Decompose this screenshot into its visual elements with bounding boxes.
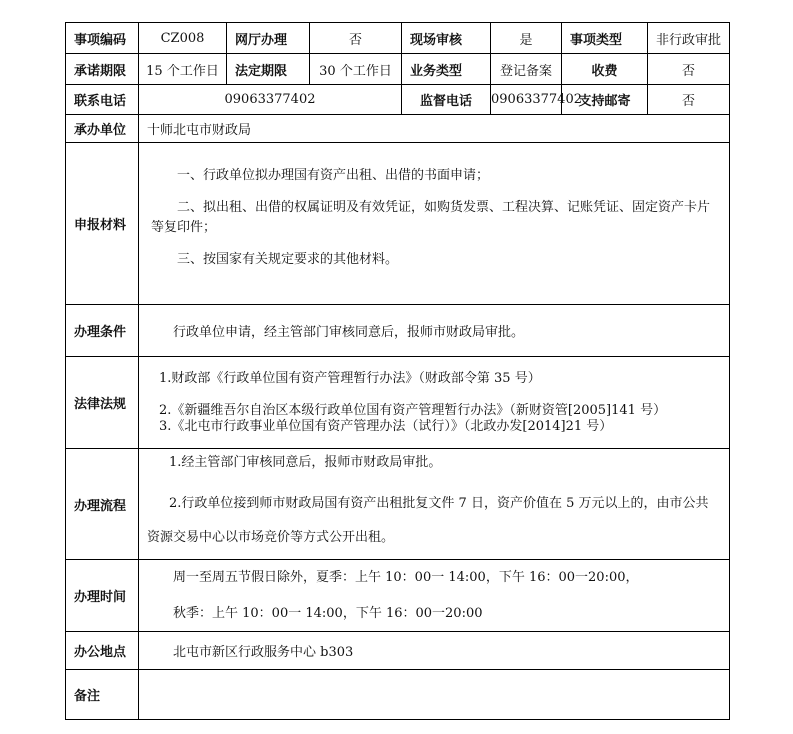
business-type-label: 业务类型 [402, 54, 491, 85]
laws-content [139, 357, 730, 449]
department-label: 承办单位 [66, 115, 139, 143]
law-item-1: 1.财政部《行政单位国有资产管理暂行办法》（财政部令第 35 号） [159, 370, 541, 386]
contact-phone-label: 联系电话 [66, 85, 139, 115]
row-hours [66, 560, 730, 632]
promise-period-value: 15 个工作日 [139, 54, 227, 85]
item-code-value: CZ008 [139, 23, 227, 54]
service-item-table [65, 22, 730, 720]
online-hall-value: 否 [310, 23, 402, 54]
row-department [66, 115, 730, 143]
materials-item-1: 一、行政单位拟办理国有资产出租、出借的书面申请； [177, 167, 490, 183]
row-materials [66, 143, 730, 305]
hours-content [139, 560, 730, 632]
online-hall-label: 网厅办理 [227, 23, 310, 54]
row-process [66, 449, 730, 560]
process-content [139, 449, 730, 560]
process-label: 办理流程 [66, 449, 139, 560]
materials-item-3: 三、按国家有关规定要求的其他材料。 [177, 251, 399, 267]
hours-line-2: 秋季：上午 10：00一 14:00，下午 16：00一20:00 [173, 605, 483, 621]
process-item-2: 2.行政单位接到师市财政局国有资产出租批复文件 7 日，资产价值在 5 万元以上的，由市公共资源交易中心以市场竞价等方式公开出租。 [147, 496, 709, 545]
hours-label: 办理时间 [66, 560, 139, 632]
law-item-2: 2.《新疆维吾尔自治区本级行政单位国有资产管理暂行办法》（新财资管[2005]141 号） [159, 402, 667, 418]
location-label: 办公地点 [66, 632, 139, 670]
supervision-phone-value: 09063377402 [491, 85, 562, 115]
item-type-label: 事项类型 [562, 23, 648, 54]
onsite-review-label: 现场审核 [402, 23, 491, 54]
hours-line-1: 周一至周五节假日除外，夏季：上午 10：00一 14:00，下午 16：00一20:00， [173, 569, 639, 585]
materials-label: 申报材料 [66, 143, 139, 305]
fee-label: 收费 [562, 54, 648, 85]
row-basic-info [66, 23, 730, 54]
row-laws [66, 357, 730, 449]
fee-value: 否 [648, 54, 730, 85]
business-type-value: 登记备案 [491, 54, 562, 85]
mail-support-label: 支持邮寄 [562, 85, 648, 115]
row-remarks [66, 670, 730, 720]
row-location [66, 632, 730, 670]
materials-item-2: 二、拟出租、出借的权属证明及有效凭证，如购货发票、工程决算、记账凭证、固定资产卡片等复印件； [151, 199, 711, 235]
remarks-label: 备注 [66, 670, 139, 720]
row-deadlines [66, 54, 730, 85]
materials-content [139, 143, 730, 305]
row-contacts [66, 85, 730, 115]
supervision-phone-label: 监督电话 [402, 85, 491, 115]
onsite-review-value: 是 [491, 23, 562, 54]
legal-period-value: 30 个工作日 [310, 54, 402, 85]
mail-support-value: 否 [648, 85, 730, 115]
remarks-value [139, 670, 730, 720]
location-value: 北屯市新区行政服务中心 b303 [139, 632, 730, 670]
conditions-label: 办理条件 [66, 305, 139, 357]
legal-period-label: 法定期限 [227, 54, 310, 85]
process-item-1: 1.经主管部门审核同意后，报师市财政局审批。 [169, 455, 442, 470]
promise-period-label: 承诺期限 [66, 54, 139, 85]
laws-label: 法律法规 [66, 357, 139, 449]
item-code-label: 事项编码 [66, 23, 139, 54]
row-conditions [66, 305, 730, 357]
law-item-3: 3.《北屯市行政事业单位国有资产管理办法（试行）》（北政办发[2014]21 号） [159, 418, 613, 434]
contact-phone-value: 09063377402 [139, 85, 402, 115]
item-type-value: 非行政审批 [648, 23, 730, 54]
department-value: 十师北屯市财政局 [139, 115, 730, 143]
conditions-value: 行政单位申请，经主管部门审核同意后，报师市财政局审批。 [139, 305, 730, 357]
